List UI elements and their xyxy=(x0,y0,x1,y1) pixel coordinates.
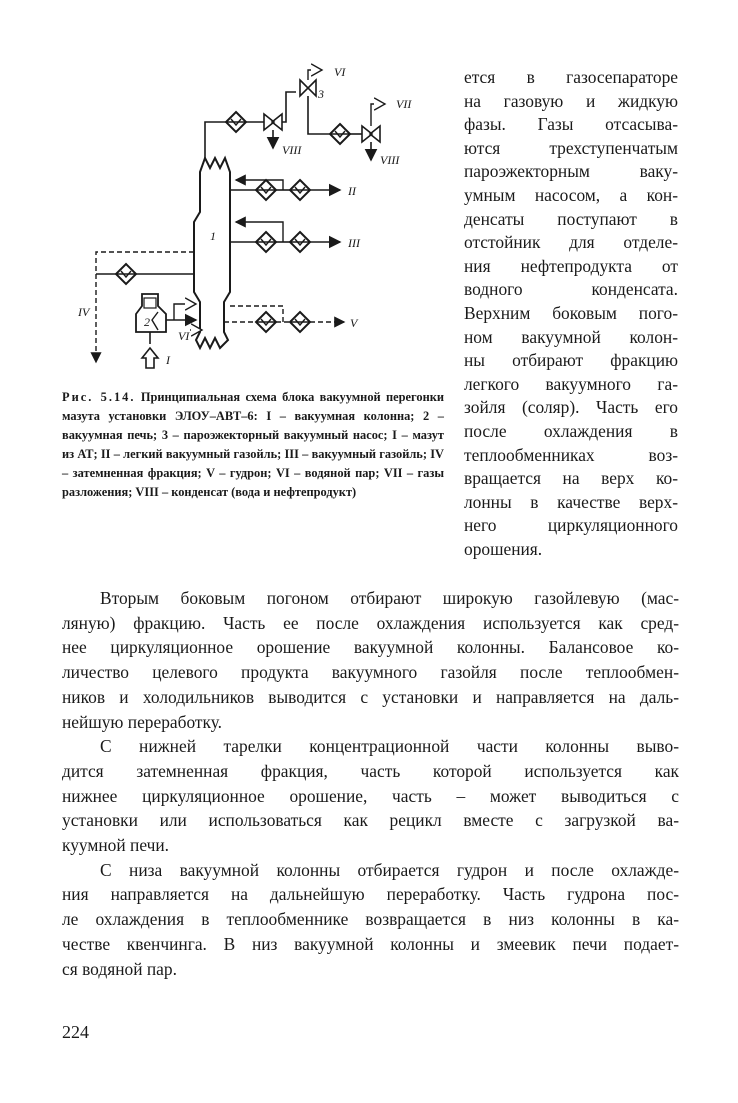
side-line: орошения. xyxy=(464,538,543,559)
heat-exchanger-v-2 xyxy=(290,312,310,332)
label-viii-b: VIII xyxy=(380,153,400,167)
side-line: фазы. Газы отсасыва- xyxy=(464,114,678,135)
side-line: после охлаждения в xyxy=(464,420,678,441)
heat-exchanger-top xyxy=(226,112,246,132)
side-line: водного конденсата. xyxy=(464,279,678,300)
caption-text: Принципиальная схема блока вакуумной перегонки мазута установки ЭЛОУ–АВТ–6: I – вакуумная колонна; 2 – вакуумная печь; 3 – пароэжекторный вакуумный насос; I – мазут из АТ; II – легкий вакуумный газойль; III – вакуумный газойль; IV – затемненная фракция; V – гудрон; VI – водяной пар; VII – газы разложения; VIII – конденсат (вода и нефтепродукт) xyxy=(62,390,444,499)
text-line: ния направляется на дальнейшую переработку. Часть гудрона пос- xyxy=(62,884,679,905)
side-line: вращается на верх ко- xyxy=(464,468,678,489)
label-iv: IV xyxy=(78,305,90,319)
text-line: ся водяной пар. xyxy=(62,958,177,979)
diagram-svg xyxy=(60,62,452,382)
side-line: денсаты поступают в xyxy=(464,208,678,229)
text-line: ле охлаждения в теплообменнике возвращается в низ колонны в ка- xyxy=(62,909,679,930)
text-line: ников и холодильников выводится с установки и направляется на даль- xyxy=(62,686,679,707)
side-line: лонны в качестве верх- xyxy=(464,491,678,512)
column-number-label: 1 xyxy=(210,229,216,243)
side-column-text xyxy=(464,66,678,561)
ejector-2 xyxy=(362,126,380,142)
pump-number-label: 3 xyxy=(318,87,324,101)
side-line: легкого вакуумного га- xyxy=(464,373,678,394)
label-vii: VII xyxy=(396,97,412,111)
text-line: дится затемненная фракция, часть которой используется как xyxy=(62,760,679,781)
label-iii: III xyxy=(348,236,360,250)
feed-arrow xyxy=(142,348,158,368)
text-line: нее циркуляционное орошение вакуумной колонны. Балансовое ко- xyxy=(62,637,679,658)
side-line: пароэжекторным ваку- xyxy=(464,161,678,182)
vacuum-pump-3 xyxy=(300,80,316,96)
paragraph-3 xyxy=(62,858,679,982)
label-viii-a: VIII xyxy=(282,143,302,157)
side-line: Верхним боковым пого- xyxy=(464,302,678,323)
text-line: ляную) фракцию. Часть ее после охлаждения используется как сред- xyxy=(62,612,679,633)
heat-exchanger-v-1 xyxy=(256,312,276,332)
paragraph-2 xyxy=(62,734,679,858)
side-line: ются трехступенчатым xyxy=(464,137,678,158)
text-line: нижнее циркуляционное орошение, часть – может выводиться с xyxy=(62,785,679,806)
text-line: куумной печи. xyxy=(62,835,170,856)
text-line: установки или использоваться как рецикл вместе с загрузкой ва- xyxy=(62,810,679,831)
text-line: С нижней тарелки концентрационной части колонны выво- xyxy=(100,736,679,757)
text-line: личество целевого продукта вакуумного газойля после теплообмен- xyxy=(62,662,679,683)
label-vi-bottom: VI xyxy=(178,329,190,343)
side-line: теплообменниках воз- xyxy=(464,444,678,465)
page-number: 224 xyxy=(62,1022,89,1042)
body-text xyxy=(62,586,679,981)
label-v: V xyxy=(350,316,358,330)
side-line: отстойник для отделе- xyxy=(464,232,678,253)
side-line: него циркуляционного xyxy=(464,515,678,536)
heat-exchanger-iv xyxy=(116,264,136,284)
heat-exchanger-iii-1 xyxy=(256,232,276,252)
label-i: I xyxy=(166,353,170,367)
paragraph-1 xyxy=(62,586,679,734)
vacuum-column xyxy=(194,158,230,348)
side-line: ния нефтепродукта от xyxy=(464,255,678,276)
ejector-1 xyxy=(264,114,282,130)
side-line: на газовую и жидкую xyxy=(464,90,678,111)
heat-exchanger-ii-1 xyxy=(256,180,276,200)
side-line: ны отбирают фракцию xyxy=(464,350,678,371)
heat-exchanger-top-2 xyxy=(330,124,350,144)
heat-exchanger-ii-2 xyxy=(290,180,310,200)
text-line: С низа вакуумной колонны отбирается гудрон и после охлажде- xyxy=(100,859,679,880)
text-line: честве квенчинга. В низ вакуумной колонны и змеевик печи подает- xyxy=(62,933,679,954)
text-line: Вторым боковым погоном отбирают широкую газойлевую (мас- xyxy=(100,588,679,608)
furnace-number-label: 2 xyxy=(144,315,150,329)
side-line: умным насосом, а кон- xyxy=(464,184,678,205)
side-line: ном вакуумной колон- xyxy=(464,326,678,347)
process-diagram xyxy=(60,62,452,382)
side-line: ется в газосепараторе xyxy=(464,67,678,87)
label-vi-top: VI xyxy=(334,65,346,79)
text-line: нейшую переработку. xyxy=(62,711,223,732)
caption-number: Рис. 5.14. xyxy=(62,390,136,404)
side-line: зойля (соляр). Часть его xyxy=(464,397,678,418)
figure-caption xyxy=(62,388,444,502)
label-ii: II xyxy=(348,184,356,198)
heat-exchanger-iii-2 xyxy=(290,232,310,252)
